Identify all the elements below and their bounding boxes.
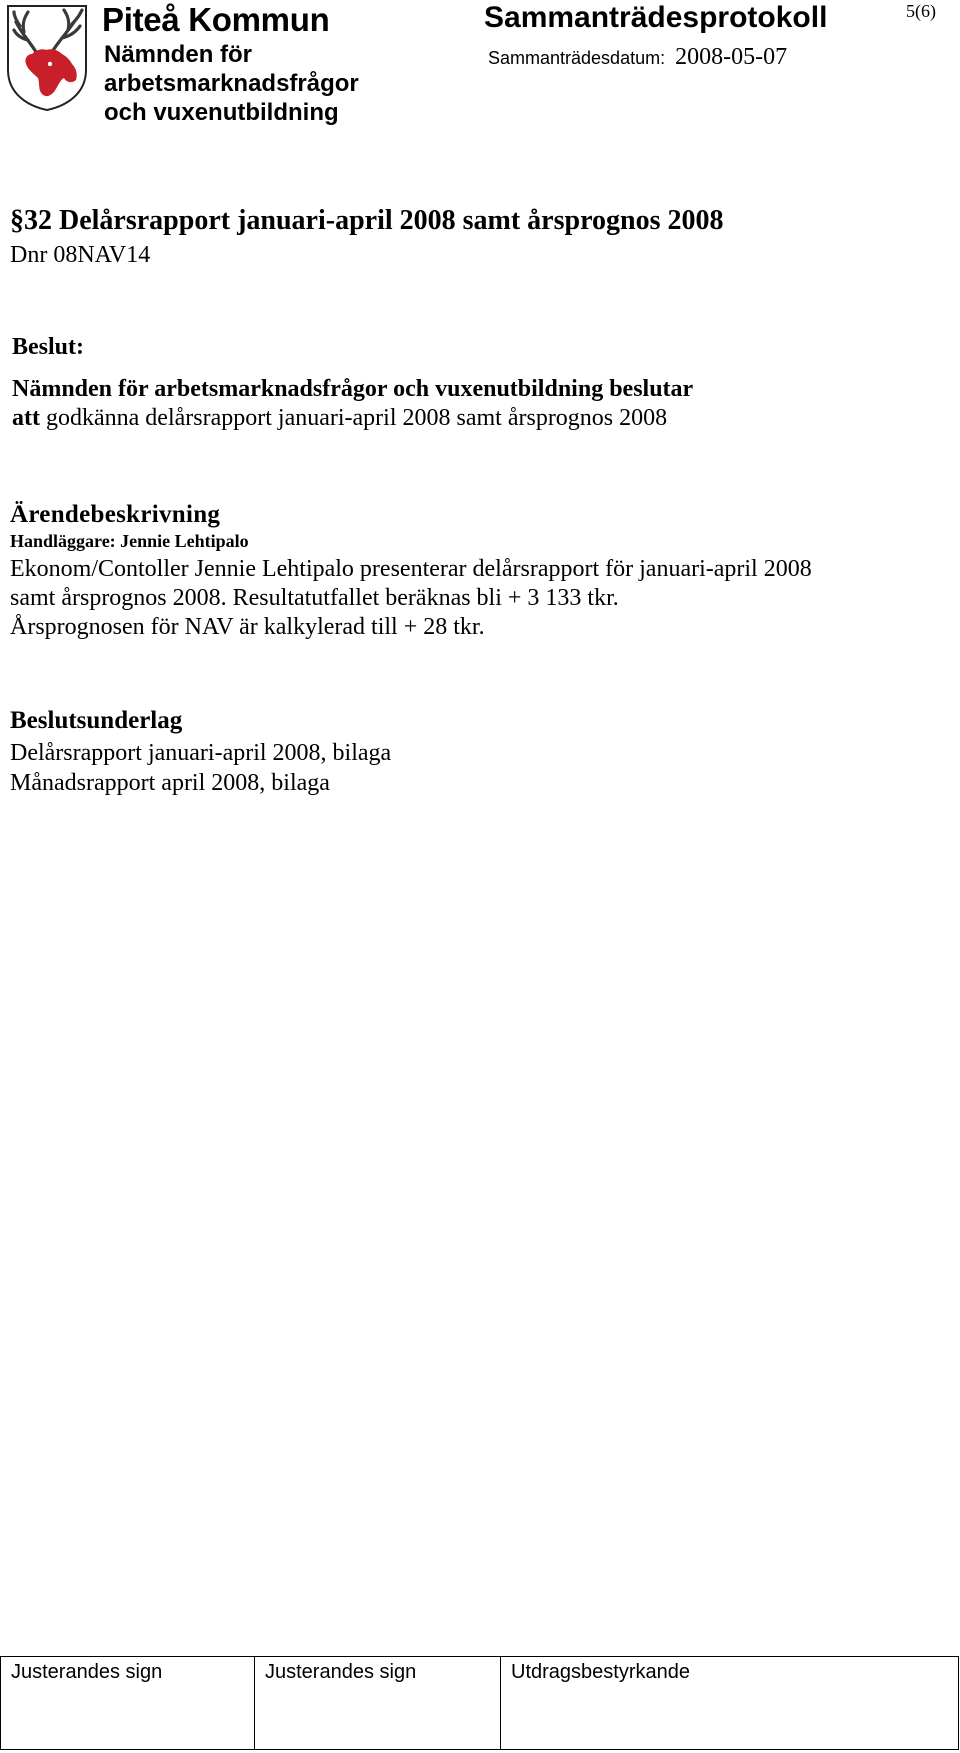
- basis-list: [10, 738, 391, 798]
- decision-att-keyword: att: [12, 405, 40, 431]
- page-number: 5(6): [906, 1, 936, 21]
- meeting-date-row: [488, 44, 787, 71]
- municipality-logo: [6, 4, 88, 112]
- meeting-date-label: Sammanträdesdatum:: [488, 48, 666, 68]
- committee-line: och vuxenutbildning: [104, 99, 339, 125]
- description-line: Ekonom/Contoller Jennie Lehtipalo presenterar delårsrapport för januari-april 2008: [10, 556, 812, 582]
- org-name: Piteå Kommun: [102, 1, 330, 38]
- description-line: samt årsprognos 2008. Resultatutfallet beräknas bli + 3 133 tkr.: [10, 585, 619, 611]
- basis-item: Delårsrapport januari-april 2008, bilaga: [10, 740, 392, 766]
- committee-line: Nämnden för: [104, 41, 253, 68]
- description-heading: Ärendebeskrivning: [10, 501, 221, 528]
- certification-label: Utdragsbestyrkande: [511, 1661, 690, 1683]
- decision-clause-text: godkänna delårsrapport januari-april 2008 samt årsprognos 2008: [39, 405, 668, 431]
- signature-cell: [255, 1657, 501, 1750]
- meeting-date-value: 2008-05-07: [675, 44, 788, 70]
- signature-table: [0, 1656, 959, 1750]
- certification-cell: [501, 1657, 959, 1750]
- signature-label: Justerandes sign: [11, 1661, 163, 1683]
- section-heading: §32 Delårsrapport januari-april 2008 samt årsprognos 2008: [10, 205, 724, 236]
- signature-label: Justerandes sign: [265, 1661, 417, 1683]
- basis-item: Månadsrapport april 2008, bilaga: [10, 770, 330, 796]
- signature-cell: [1, 1657, 255, 1750]
- decision-clause: [12, 403, 667, 433]
- document-title: Sammanträdesprotokoll: [484, 1, 828, 34]
- decision-label: Beslut:: [12, 334, 84, 360]
- committee-name: [104, 40, 404, 125]
- description-line: Årsprognosen för NAV är kalkylerad till + 28 tkr.: [10, 614, 485, 640]
- description-text: [10, 555, 812, 642]
- decision-statement: Nämnden för arbetsmarknadsfrågor och vuxenutbildning beslutar: [12, 376, 694, 402]
- case-handler: Handläggare: Jennie Lehtipalo: [10, 531, 249, 551]
- committee-line: arbetsmarknadsfrågor: [104, 70, 359, 97]
- case-number: Dnr 08NAV14: [10, 242, 151, 268]
- basis-heading: Beslutsunderlag: [10, 707, 183, 734]
